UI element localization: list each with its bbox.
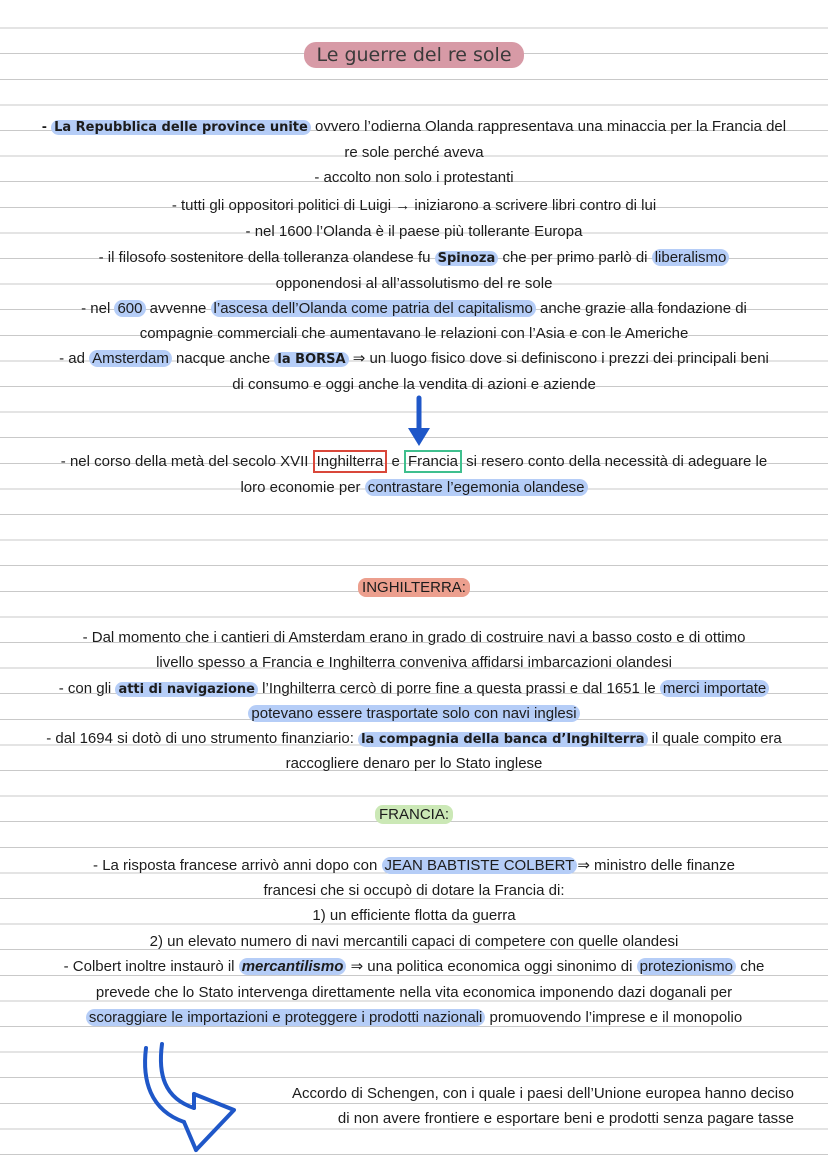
- highlight-ascesa: l’ascesa dell’Olanda come patria del capitalismo: [211, 300, 536, 317]
- p1-line-2: re sole perché aveva: [344, 144, 484, 161]
- p1-line-10: - ad Amsterdam nacque anche la BORSA ⇒ un luogo fisico dove si definiscono i prezzi dei principali beni: [59, 350, 769, 367]
- highlight-navi-inglesi: potevano essere trasportate solo con navi inglesi: [248, 705, 579, 722]
- schengen-line-1: Accordo di Schengen, con i quale i paesi dell’Unione europea hanno deciso: [291, 1085, 794, 1102]
- p1-line-5: - nel 1600 l’Olanda è il paese più tollerante Europa: [245, 223, 583, 240]
- highlight-borsa: la BORSA: [274, 352, 348, 367]
- fra-line-4: 2) un elevato numero di navi mercantili capaci di competere con quelle olandesi: [149, 933, 679, 950]
- fra-line-2: francesi che si occupò di dotare la Francia di:: [263, 882, 565, 899]
- fra-line-5: - Colbert inoltre instaurò il mercantilismo ⇒ una politica economica oggi sinonimo di protezionismo che: [63, 958, 765, 975]
- highlight-repubblica: La Repubblica delle province unite: [51, 120, 311, 135]
- p1-line-9: compagnie commerciali che aumentavano le relazioni con l’Asia e con le Americhe: [139, 325, 689, 342]
- box-francia: Francia: [404, 450, 462, 473]
- fra-line-7: scoraggiare le importazioni e proteggere i prodotti nazionali promuovendo l’imprese e il monopolio: [0, 1008, 828, 1028]
- fra-line-6: prevede che lo Stato intervenga direttamente nella vita economica imponendo dazi doganali per: [95, 984, 733, 1001]
- highlight-banca-inghilterra: la compagnia della banca d’Inghilterra: [358, 732, 647, 747]
- highlight-600: 600: [114, 300, 145, 317]
- highlight-protezionismo: protezionismo: [637, 958, 736, 975]
- box-inghilterra: Inghilterra: [313, 450, 388, 473]
- fra-line-1: - La risposta francese arrivò anni dopo con JEAN BABTISTE COLBERT ⇒ ministro delle finanze: [93, 857, 735, 874]
- highlight-atti-navigazione: atti di navigazione: [115, 682, 258, 697]
- p1-line-8: - nel 600 avvenne l’ascesa dell’Olanda come patria del capitalismo anche grazie alla fondazione di: [81, 300, 747, 317]
- down-arrow-icon: [400, 394, 440, 454]
- p1-line-1: - La Repubblica delle province unite ovvero l’odierna Olanda rappresentava una minaccia per la Francia del: [41, 118, 787, 135]
- section-heading-inghilterra: INGHILTERRA:: [0, 578, 828, 598]
- p1-line-11: di consumo e oggi anche la vendita di azioni e aziende: [232, 376, 596, 393]
- title-highlight: Le guerre del re sole: [304, 42, 523, 68]
- ing-line-1: - Dal momento che i cantieri di Amsterdam erano in grado di costruire navi a basso costo e di ottimo: [82, 629, 746, 646]
- p2-line-2: loro economie per contrastare l’egemonia olandese: [0, 478, 828, 498]
- p1-line-7: opponendosi al all’assolutismo del re sole: [275, 275, 553, 292]
- page-title: [0, 44, 828, 66]
- highlight-egemonia: contrastare l’egemonia olandese: [365, 479, 588, 496]
- highlight-mercantilismo: mercantilismo: [239, 958, 347, 975]
- ing-line-2: livello spesso a Francia e Inghilterra conveniva affidarsi imbarcazioni olandesi: [156, 654, 672, 671]
- section-heading-francia: FRANCIA:: [0, 805, 828, 825]
- p1-line-6: - il filosofo sostenitore della tolleranza olandese fu Spinoza che per primo parlò di liberalismo: [0, 248, 828, 269]
- highlight-scoraggiare: scoraggiare le importazioni e proteggere i prodotti nazionali: [86, 1009, 486, 1026]
- ing-line-4: [0, 704, 828, 724]
- highlight-spinoza: Spinoza: [435, 251, 499, 266]
- fra-line-3: 1) un efficiente flotta da guerra: [312, 907, 516, 924]
- ing-line-3: - con gli atti di navigazione l’Inghilterra cercò di porre fine a questa prassi e dal 1651 le merci importate: [0, 679, 828, 700]
- highlight-liberalismo: liberalismo: [652, 249, 730, 266]
- schengen-line-2: di non avere frontiere e esportare beni e prodotti senza pagare tasse: [337, 1110, 794, 1127]
- highlight-colbert: JEAN BABTISTE COLBERT: [382, 857, 578, 874]
- highlight-amsterdam: Amsterdam: [89, 350, 172, 367]
- highlight-merci-importate: merci importate: [660, 680, 769, 697]
- p1-line-3: - accolto non solo i protestanti: [314, 169, 514, 186]
- ing-line-6: raccogliere denaro per lo Stato inglese: [285, 755, 543, 772]
- p1-line-4: - tutti gli oppositori politici di Luigi → iniziarono a scrivere libri contro di lui: [171, 197, 657, 214]
- ing-line-5: - dal 1694 si dotò di uno strumento finanziario: la compagnia della banca d’Inghilterra il quale compito era: [46, 730, 782, 747]
- p2-line-1: - nel corso della metà del secolo XVII Inghilterra e Francia si resero conto della necessità di adeguare le: [0, 452, 828, 472]
